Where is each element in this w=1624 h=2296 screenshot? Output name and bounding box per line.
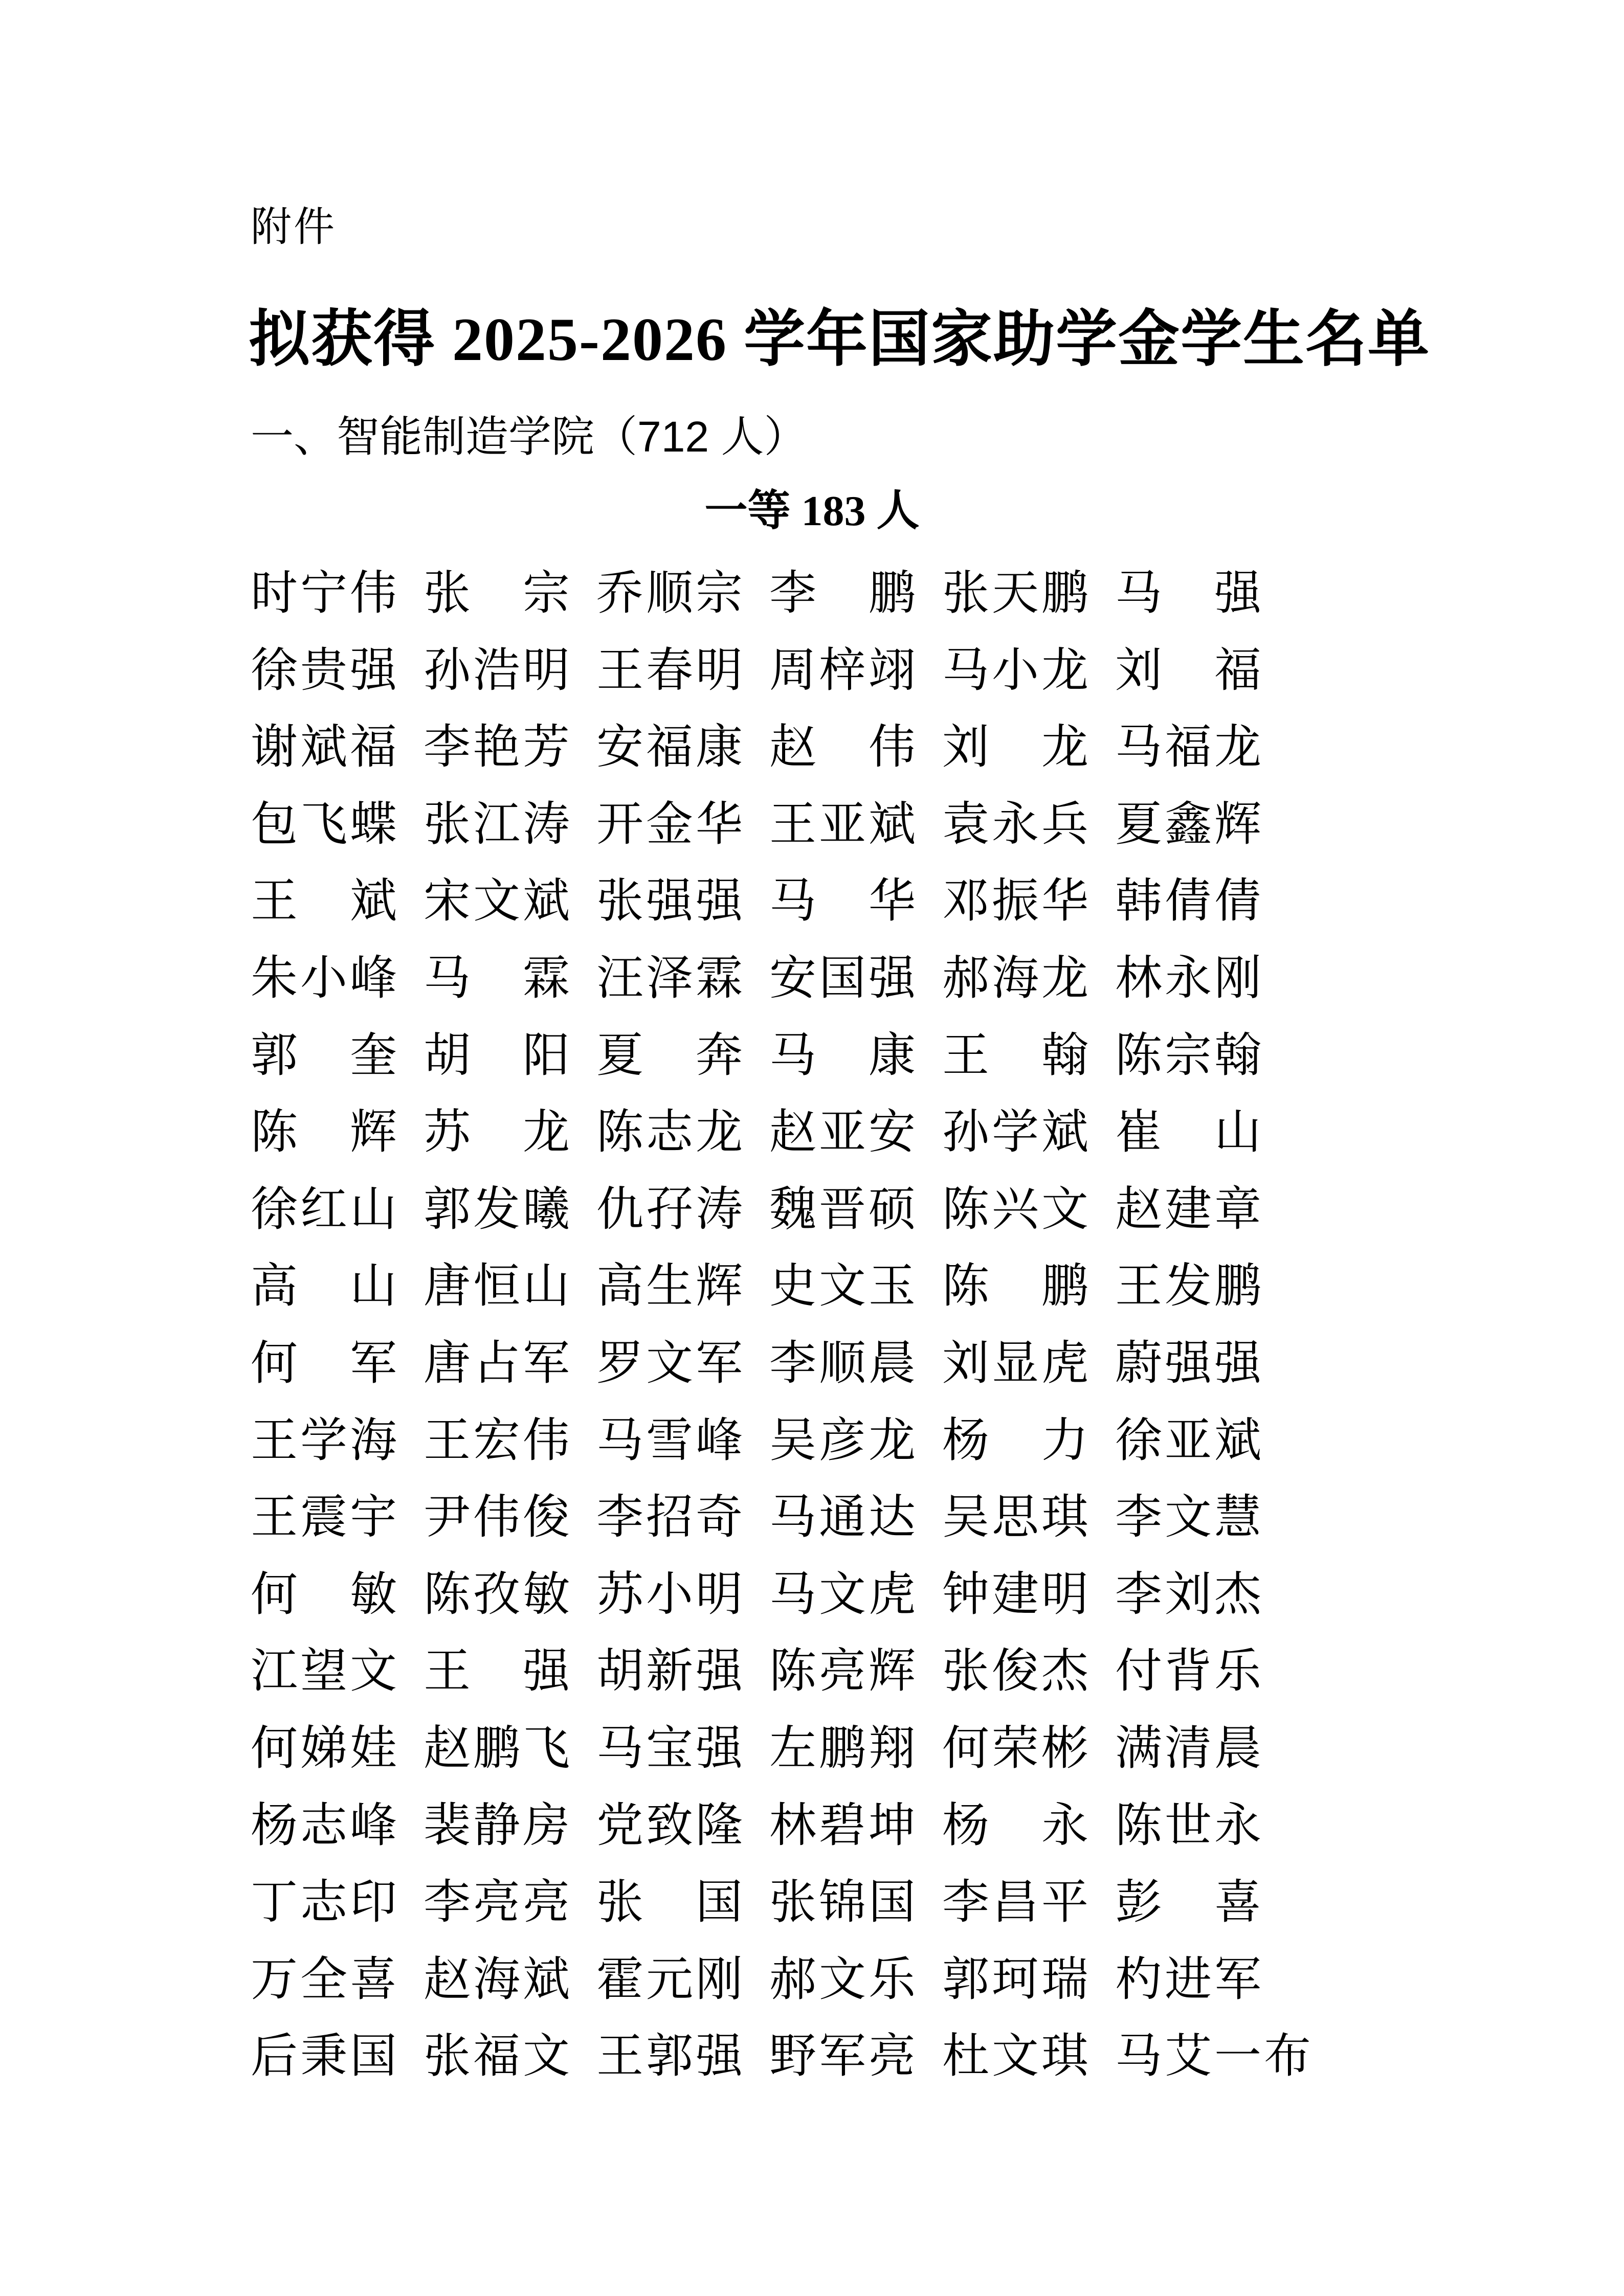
student-name: 陈宗翰 <box>1115 1029 1264 1082</box>
student-name: 徐贵强 <box>251 644 400 696</box>
student-name: 开金华 <box>596 798 746 850</box>
student-name: 郝海龙 <box>942 952 1092 1004</box>
student-name: 党致隆 <box>596 1799 746 1852</box>
student-name: 陈兴文 <box>942 1183 1092 1235</box>
student-name: 陈 鹏 <box>942 1260 1092 1313</box>
student-name: 李亮亮 <box>424 1876 573 1929</box>
student-name: 崔 山 <box>1115 1106 1264 1159</box>
student-name: 马 华 <box>769 875 919 928</box>
student-name: 徐亚斌 <box>1115 1414 1264 1467</box>
student-name: 马福龙 <box>1115 721 1264 774</box>
student-name: 张天鹏 <box>942 567 1092 619</box>
student-name: 李刘杰 <box>1115 1568 1264 1620</box>
student-name: 刘显虎 <box>942 1337 1092 1389</box>
student-name: 陈志龙 <box>596 1106 746 1159</box>
student-name: 马 康 <box>769 1029 919 1082</box>
student-name: 谢斌福 <box>251 721 400 774</box>
student-name: 李艳芳 <box>424 721 573 774</box>
student-name: 韩倩倩 <box>1115 875 1264 928</box>
student-name: 王宏伟 <box>424 1414 573 1467</box>
student-name: 霍元刚 <box>596 1953 746 2006</box>
student-name: 宋文斌 <box>424 875 573 928</box>
page-title: 拟获得 2025-2026 学年国家助学金学生名单 <box>249 305 1430 373</box>
student-name: 王发鹏 <box>1115 1260 1264 1313</box>
student-name: 张 宗 <box>424 567 573 619</box>
student-name: 王郭强 <box>596 2030 746 2083</box>
student-name: 李昌平 <box>942 1876 1092 1929</box>
student-name: 唐恒山 <box>424 1260 573 1313</box>
student-name: 王亚斌 <box>769 798 919 850</box>
student-name: 张锦国 <box>769 1876 919 1929</box>
student-name: 安国强 <box>769 952 919 1004</box>
student-name: 赵鹏飞 <box>424 1722 573 1774</box>
student-name: 赵 伟 <box>769 721 919 774</box>
student-name: 马雪峰 <box>596 1414 746 1467</box>
student-name: 周梓翊 <box>769 644 919 696</box>
student-name: 万全喜 <box>251 1953 400 2006</box>
student-name: 时宁伟 <box>251 567 400 619</box>
student-name: 吴彦龙 <box>769 1414 919 1467</box>
student-name: 蔚强强 <box>1115 1337 1264 1389</box>
student-name: 苏小明 <box>596 1568 746 1620</box>
student-name: 王春明 <box>596 644 746 696</box>
section-heading-college: 一、智能制造学院（712 人） <box>251 413 807 461</box>
student-name: 朱小峰 <box>251 952 400 1004</box>
student-name: 李顺晨 <box>769 1337 919 1389</box>
student-name: 吴思琪 <box>942 1491 1092 1544</box>
student-name: 王 斌 <box>251 875 400 928</box>
student-name: 张福文 <box>424 2030 573 2083</box>
student-name: 夏鑫辉 <box>1115 798 1264 850</box>
student-name: 林永刚 <box>1115 952 1264 1004</box>
student-name: 史文玉 <box>769 1260 919 1313</box>
student-name: 张强强 <box>596 875 746 928</box>
student-name: 张 国 <box>596 1876 746 1929</box>
student-name: 陈 辉 <box>251 1106 400 1159</box>
student-name: 王 翰 <box>942 1029 1092 1082</box>
student-name: 王震宇 <box>251 1491 400 1544</box>
student-name: 胡新强 <box>596 1645 746 1698</box>
student-name: 孙学斌 <box>942 1106 1092 1159</box>
student-name: 陈孜敏 <box>424 1568 573 1620</box>
student-name: 尹伟俊 <box>424 1491 573 1544</box>
student-name: 陈世永 <box>1115 1799 1264 1852</box>
student-name: 孙浩明 <box>424 644 573 696</box>
student-name: 杨 永 <box>942 1799 1092 1852</box>
student-name: 满清晨 <box>1115 1722 1264 1774</box>
student-name: 高生辉 <box>596 1260 746 1313</box>
student-name: 徐红山 <box>251 1183 400 1235</box>
student-name: 王学海 <box>251 1414 400 1467</box>
student-name: 安福康 <box>596 721 746 774</box>
student-name: 赵建章 <box>1115 1183 1264 1235</box>
student-name: 汪泽霖 <box>596 952 746 1004</box>
student-name: 杜文琪 <box>942 2030 1092 2083</box>
student-name: 刘 龙 <box>942 721 1092 774</box>
student-name: 江望文 <box>251 1645 400 1698</box>
student-name: 赵海斌 <box>424 1953 573 2006</box>
student-name: 马通达 <box>769 1491 919 1544</box>
student-name: 唐占军 <box>424 1337 573 1389</box>
student-name: 彭 喜 <box>1115 1876 1264 1929</box>
student-name: 郭 奎 <box>251 1029 400 1082</box>
student-name: 杨志峰 <box>251 1799 400 1852</box>
student-name: 李文慧 <box>1115 1491 1264 1544</box>
student-name: 杓进军 <box>1115 1953 1264 2006</box>
tier-heading-first-class: 一等 183 人 <box>704 487 920 535</box>
student-name: 郭发曦 <box>424 1183 573 1235</box>
student-name: 郝文乐 <box>769 1953 919 2006</box>
student-name: 张俊杰 <box>942 1645 1092 1698</box>
student-name: 马文虎 <box>769 1568 919 1620</box>
student-name: 左鹏翔 <box>769 1722 919 1774</box>
student-name: 包飞蝶 <box>251 798 400 850</box>
student-name: 夏 奔 <box>596 1029 746 1082</box>
student-name: 马宝强 <box>596 1722 746 1774</box>
student-name: 罗文军 <box>596 1337 746 1389</box>
student-name: 杨 力 <box>942 1414 1092 1467</box>
student-name: 丁志印 <box>251 1876 400 1929</box>
student-name: 邓振华 <box>942 875 1092 928</box>
attachment-label: 附件 <box>251 204 337 250</box>
student-name: 苏 龙 <box>424 1106 573 1159</box>
student-name: 后秉国 <box>251 2030 400 2083</box>
student-name: 魏晋硕 <box>769 1183 919 1235</box>
student-name: 张江涛 <box>424 798 573 850</box>
student-name: 郭珂瑞 <box>942 1953 1092 2006</box>
student-name: 李招奇 <box>596 1491 746 1544</box>
student-name: 胡 阳 <box>424 1029 573 1082</box>
student-name: 何 敏 <box>251 1568 400 1620</box>
student-name: 野军亮 <box>769 2030 919 2083</box>
student-name: 马 强 <box>1115 567 1264 619</box>
student-name: 钟建明 <box>942 1568 1092 1620</box>
student-name: 陈亮辉 <box>769 1645 919 1698</box>
student-name: 高 山 <box>251 1260 400 1313</box>
student-name: 李 鹏 <box>769 567 919 619</box>
student-name: 马艾一布 <box>1115 2030 1314 2083</box>
student-name: 裴静房 <box>424 1799 573 1852</box>
student-name: 王 强 <box>424 1645 573 1698</box>
student-name: 乔顺宗 <box>596 567 746 619</box>
student-name: 仇孖涛 <box>596 1183 746 1235</box>
student-name: 何荣彬 <box>942 1722 1092 1774</box>
student-name: 马 霖 <box>424 952 573 1004</box>
student-name: 袁永兵 <box>942 798 1092 850</box>
student-name: 何娣娃 <box>251 1722 400 1774</box>
student-name: 马小龙 <box>942 644 1092 696</box>
student-name: 付背乐 <box>1115 1645 1264 1698</box>
student-name: 林碧坤 <box>769 1799 919 1852</box>
student-name: 赵亚安 <box>769 1106 919 1159</box>
student-name: 刘 福 <box>1115 644 1264 696</box>
student-name-grid <box>251 555 1314 2095</box>
student-name: 何 军 <box>251 1337 400 1389</box>
